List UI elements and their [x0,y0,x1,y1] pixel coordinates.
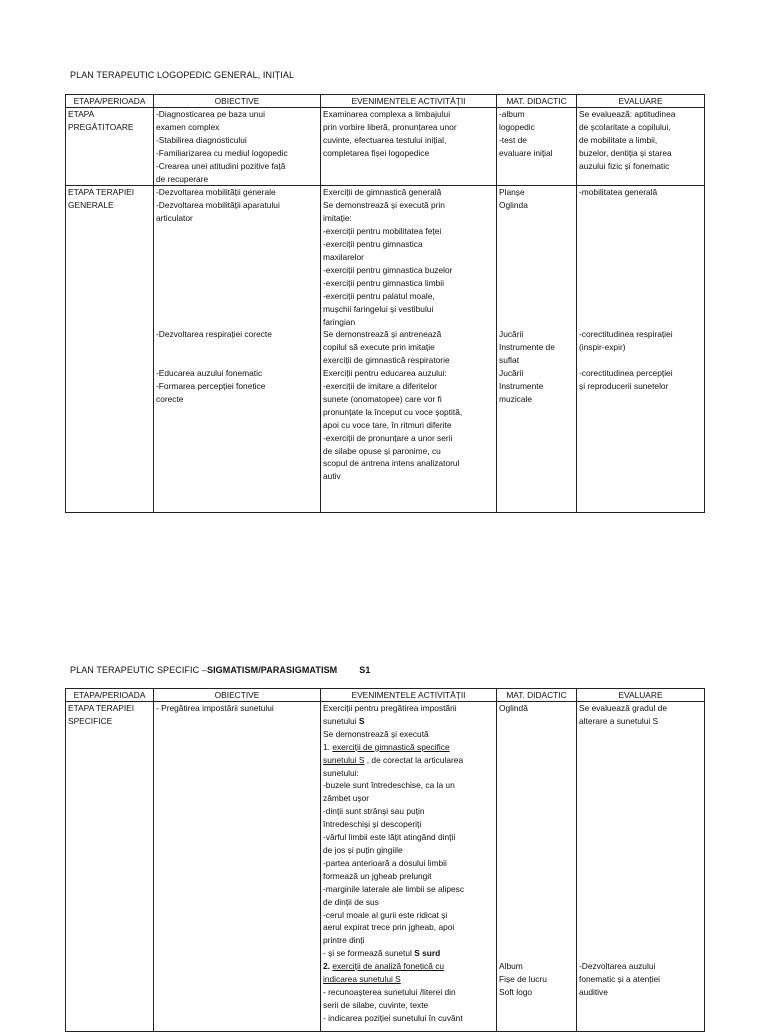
text-line: Exerciții pentru educarea auzului: [323,368,447,379]
text-line: -Diagnosticarea pe baza unui [156,109,265,119]
cell-evenimente [321,702,497,1032]
text-line: -cerul moale al gurii este ridicat și [323,909,448,920]
text-line: alterare a sunetului S [579,715,659,726]
header-evenimente: EVENIMENTELE ACTIVITĂȚII [321,689,497,702]
evaluare-block [579,367,702,393]
text-line: de recuperare [156,173,209,184]
text-line: Instrumente de [499,342,555,353]
text-line: imitație: [323,213,352,224]
cell-evenimente [321,108,497,186]
text-line: -album [499,109,525,119]
text-line: buzelor, dentiția și starea [579,147,672,158]
text-line: -exerciții pentru palatul moale, [323,290,435,301]
text-line: -corectitudinea percepției [579,368,673,379]
text-line: -partea anterioară a dosului limbii [323,857,447,868]
text-line: -Dezvoltarea auzului [579,960,656,971]
cell-obiective [154,108,321,186]
mat-block [499,186,574,212]
text-line: -marginile laterale ale limbii se alipesc [323,883,465,894]
cell-evenimente [321,186,497,513]
text-line: fonematic și a atenției [579,973,661,984]
exercise-2-title-b: indicarea sunetului S [323,974,401,985]
text-line: -vârful limbii este lățit atingând dinții [323,832,456,843]
cell-evaluare [577,702,705,1032]
text-line: SPECIFICE [68,715,113,726]
cell-mat-didactic [497,702,577,1032]
table-row [66,702,705,1032]
cell-etapa [66,186,154,513]
text-line: -exerciții pentru mobilitatea feței [323,226,442,237]
title-prefix: PLAN TERAPEUTIC SPECIFIC – [70,665,207,675]
exercise-1-lines [323,767,494,948]
text-line: sunetului: [323,767,359,778]
exercise-1-number: 1. [323,741,333,752]
exercise-1-title-b: sunetului S [323,754,365,765]
title-strong: SIGMATISM/PARASIGMATISM [206,665,338,675]
text-line: aerul expirat trece prin jgheab, apoi [323,922,455,933]
text-line: Planșe [499,187,525,198]
text-line: întredeschiși și descoperiți [323,819,422,830]
cell-evaluare [577,108,705,186]
exercise-2-title-a: exerciții de analiză fonetică cu [332,961,445,972]
cell-mat-didactic [497,108,577,186]
text-line: Jucării [499,367,524,378]
header-mat-didactic: MAT. DIDACTIC [497,95,577,108]
text-line: corecte [156,393,184,404]
text-line: maxilarelor [323,251,364,262]
text-line: zâmbet ușor [323,793,370,804]
evenimente-block [323,367,494,483]
text-line: Se demonstrează și antrenează [323,329,442,340]
text-line: -corectitudinea respirației [579,329,673,340]
mat-block [499,367,574,406]
exercise-2-lines [323,986,494,1025]
header-obiective: OBIECTIVE [154,95,321,108]
text-line: auzului fizic și fonematic [579,160,670,171]
text-line: de silabe opuse și paronime, cu [323,445,441,456]
text-line: -Educarea auzului fonematic [156,368,263,379]
text-line: Jucării [499,329,524,340]
plan-specific-table [65,688,705,1032]
obiective-block [156,367,318,406]
table-row [66,108,705,186]
exercise-1-title-line2 [323,754,494,767]
exercise-1-title [323,741,494,754]
text-line: prin vorbire liberă, pronunțarea unor [323,121,457,132]
text-line: -dinții sunt strânși sau puțin [323,806,425,817]
text-line: de mobilitate a limbii, [579,134,658,145]
obiective-block [156,186,318,225]
exercise-2-number: 2. [323,961,333,972]
exercise-1-title-a: exerciții de gimnastică specifice [332,741,450,752]
text-line: -exerciții de pronunțare a unor serii [323,432,453,443]
text-line: ETAPA [68,109,95,119]
mat-block [499,702,574,715]
text-line: mușchii faringelui și vestibului [323,303,434,314]
mat-block [499,328,574,367]
text-line: scopul de antrena intens analizatorul [323,458,460,469]
text-line: -exerciții de imitare a diferitelor [323,381,438,392]
sunet-letter: S [358,715,365,726]
exercise-2-title-line2 [323,973,494,986]
text-line: exerciții de gimnastică respiratorie [323,355,450,366]
text-line: pronunțate la început cu voce șoptită, [323,406,463,417]
title-code: S1 [359,665,371,675]
mat-block [499,960,574,999]
cell-etapa [66,702,154,1032]
text-line: -exerciții pentru gimnastica [323,239,423,250]
evaluare-block [579,960,702,999]
text-line: Se demonstrează și execută prin [323,200,445,211]
text-line: de jos și puțin gingiile [323,844,403,855]
text-line: formează un jgheab prelungit [323,870,432,881]
text-line: auditive [579,986,608,997]
text-line: -mobilitatea generală [579,187,658,198]
text-line: faringian [323,316,356,327]
evenimente-block [323,186,494,328]
text-line: - Pregătirea impostării sunetului [156,703,274,713]
evaluare-block [579,702,702,728]
text-line: Instrumente [499,380,544,391]
text-line: - recunoașterea sunetului /literei din [323,986,456,997]
text-line: de școlaritate a copilului, [579,121,671,132]
cell-etapa [66,108,154,186]
header-etapa: ETAPA/PERIOADA [66,689,154,702]
text-line: -Crearea unei atitudini pozitive față [156,160,286,171]
exercise-2-title [323,960,494,973]
text-line: examen complex [156,121,220,132]
text-line: și reproducerii sunetelor [579,381,669,392]
text-line: -exerciții pentru gimnastica buzelor [323,264,453,275]
evenimente-block [323,328,494,367]
text-line: completarea fișei logopedice [323,147,430,158]
evaluare-block [579,328,702,354]
evaluare-block [579,186,702,199]
text-line: -test de [499,134,527,145]
text-line: Oglinda [499,200,528,211]
text-line: copilul să execute prin imitație [323,342,435,353]
text-line: GENERALE [68,200,114,211]
evenimente-block [323,702,494,715]
text-line: ETAPA TERAPIEI [68,703,135,713]
text-line: Exerciții de gimnastică generală [323,187,442,198]
text-line: Fișe de lucru [499,973,547,984]
table-header-row [66,689,705,702]
exercise-1-tail: , de corectat la articularea [364,754,464,765]
text-line: serii de silabe, cuvinte, texte [323,999,429,1010]
header-evaluare: EVALUARE [577,95,705,108]
cell-evaluare [577,186,705,513]
text-line: Se evaluează: aptitudinea [579,109,676,119]
text-line: -Stabilirea diagnosticului [156,134,247,145]
plan-general-title: PLAN TERAPEUTIC LOGOPEDIC GENERAL, INIȚIAL [70,70,295,80]
table-row [66,186,705,513]
table-header-row [66,95,705,108]
text-line: -Dezvoltarea mobilității aparatului [156,200,280,211]
text-line: sunete (onomatopee) care vor fi [323,393,442,404]
text-line: cuvinte, efectuarea testului inițial, [323,134,447,145]
exercise-1-last-strong: S surd [414,948,441,959]
text-line: Exerciții pentru pregătirea impostării [323,703,457,713]
text-line: - indicarea poziției sunetului în cuvânt [323,1012,463,1023]
exercise-1-last-prefix: - și se formează sunetul [323,948,415,959]
text-line: Album [499,960,523,971]
text-line: -exerciții pentru gimnastica limbii [323,277,445,288]
plan-specific-title [70,665,370,675]
cell-obiective [154,186,321,513]
header-obiective: OBIECTIVE [154,689,321,702]
text-line: -buzele sunt întredeschise, ca la un [323,780,455,791]
text-line: articulator [156,213,193,224]
text-line: -Familiarizarea cu mediul logopedic [156,147,288,158]
text-line: (inspir-expir) [579,342,626,353]
header-evaluare: EVALUARE [577,689,705,702]
text-line: Soft logo [499,986,533,997]
text-line: apoi cu voce tare, în ritmuri diferite [323,419,452,430]
text-line: muzicale [499,393,533,404]
exercise-1-last [323,947,494,960]
text-line: suflat [499,355,520,366]
text-line: Examinarea complexa a limbajului [323,109,451,119]
header-mat-didactic: MAT. DIDACTIC [497,689,577,702]
text-line: PREGĂTITOARE [68,121,134,132]
cell-mat-didactic [497,186,577,513]
header-evenimente: EVENIMENTELE ACTIVITĂȚII [321,95,497,108]
text-line: -Formarea percepției fonetice [156,380,266,391]
text-line: -Dezvoltarea mobilității generale [156,187,276,198]
plan-general-table [65,94,705,513]
obiective-block [156,328,318,341]
text-line: Se demonstrează și execută [323,728,429,739]
text-line: evaluare inițial [499,147,553,158]
text-line: Oglindă [499,703,528,713]
evenimente-block [323,728,494,741]
text-line: printre dinți [323,935,365,946]
text-line: logopedic [499,121,535,132]
text-line: -Dezvoltarea respirației corecte [156,329,272,340]
text-line: autiv [323,471,341,482]
sunet-line [323,715,494,728]
text-line: de dinții de sus [323,896,379,907]
cell-obiective [154,702,321,1032]
text-line: Se evaluează gradul de [579,703,668,713]
sunet-prefix: sunetului [323,715,359,726]
text-line: ETAPA TERAPIEI [68,187,135,198]
header-etapa: ETAPA/PERIOADA [66,95,154,108]
